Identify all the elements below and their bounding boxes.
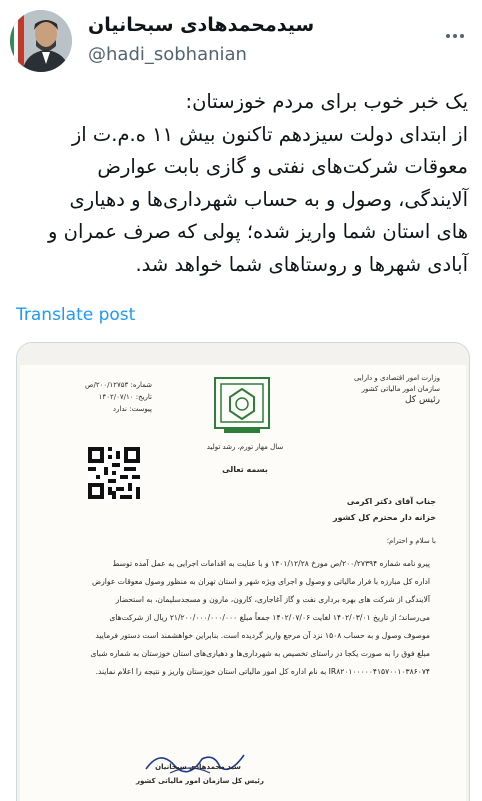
official-letter (20, 365, 466, 801)
letter-body-line: IR۸۲۰۱۰۰۰۰۰۴۱۵۷۰۰۱۰۳۸۶۰۷۴ به نام اداره کل امور مالیاتی استان خوزستان واریز و نتیجه را اعلام نمایند. (95, 667, 430, 676)
avatar[interactable] (10, 10, 72, 72)
signature-icon (140, 745, 250, 779)
tweet-line: از ابتدای دولت سیزدهم تاکنون بیش ۱۱ ه.م.ت از (71, 122, 468, 146)
letter-meta (42, 379, 152, 415)
letter-body-line: موصوف وصول و به حساب ۱۵۰۸ نزد آن مرجع واریز گردیده است. بنابراین خواهشمند است دستور فرمایید (95, 631, 430, 640)
tweet-line: یک خبر خوب برای مردم خوزستان: (185, 90, 468, 113)
tweet-line: معوقات شرکت‌های نفتی و گازی بابت عوارض (97, 155, 468, 178)
letter-body-line: پیرو نامه شماره ۲۰۰/۲۷۳۹۴/ص مورخ ۱۴۰۱/۱۲/۲۸ و با عنایت به اقدامات اجرایی به عمل آمده توسط (112, 559, 430, 568)
letter-attachment: پیوست: ندارد (112, 405, 152, 413)
signer-title: رئیس کل سازمان امور مالیاتی کشور (136, 777, 264, 785)
letter-body-line: آلایندگی از شرکت های بهره برداری نفت و گاز آغاجاری، کارون، مارون و مسجدسلیمان، به استحضار (115, 595, 430, 604)
more-options-icon[interactable] (440, 26, 470, 46)
recipient-title: خزانه دار محترم کل کشور (333, 513, 436, 522)
avatar-photo-icon (10, 10, 72, 72)
bismillah: بسمه تعالی (222, 465, 268, 474)
tweet-header (0, 0, 482, 80)
ministry-line: رئیس کل (404, 395, 440, 405)
signer-name: سید محمدهادی سبحانیان (155, 763, 241, 771)
letter-body-line: می‌رساند؛ از تاریخ ۱۴۰۲/۰۳/۰۱ لغایت ۱۴۰۲/۰۷/۰۶ جمعاً مبلغ ۲۱/۲۰۰/۰۰۰/۰۰۰/۰۰۰ ریال از شرکت‌های (109, 613, 430, 622)
year-motto: سال مهار تورم، رشد تولید (206, 443, 284, 451)
author-display-name[interactable]: سیدمحمدهادی سبحانیان (88, 14, 315, 36)
tweet-line: آبادی شهرها و روستاهای شما خواهد شد. (135, 252, 468, 276)
tweet-text (18, 86, 468, 281)
ministry-header (340, 373, 440, 406)
letter-number: شماره: ۲۰۰/۱۲۷۵۳/ص (85, 381, 152, 389)
qr-code-icon (88, 447, 140, 499)
letter-body-line: اداره کل مبارزه با فرار مالیاتی و وصول و اجرای ویژه شهر و استان تهران به منظور وصول معوقات عوارض (91, 577, 430, 586)
ministry-line: وزارت امور اقتصادی و دارایی (353, 374, 440, 382)
greeting: با سلام و احترام؛ (386, 537, 436, 545)
ministry-emblem-icon (214, 377, 270, 435)
attached-image[interactable] (16, 342, 470, 801)
translate-post-link[interactable]: Translate post (16, 305, 136, 325)
letter-body-line: مبلغ فوق را به صورت یکجا در راستای تخصیص به شهرداری‌ها و دهیاری‌های استان خوزستان به شماره شبای (90, 649, 430, 658)
tweet-line: آلایندگی، وصول و به حساب شهرداری‌ها و دهیاری (69, 187, 468, 211)
recipient-name: جناب آقای دکتر اکرمی (346, 497, 436, 506)
author-handle[interactable]: @hadi_sobhanian (88, 44, 247, 65)
ministry-line: سازمان امور مالیاتی کشور (361, 385, 440, 393)
letter-date: تاریخ: ۱۴۰۲/۰۷/۱۰ (98, 393, 152, 401)
tweet-line: های استان شما واریز شده؛ پولی که صرف عمران و (48, 220, 468, 243)
